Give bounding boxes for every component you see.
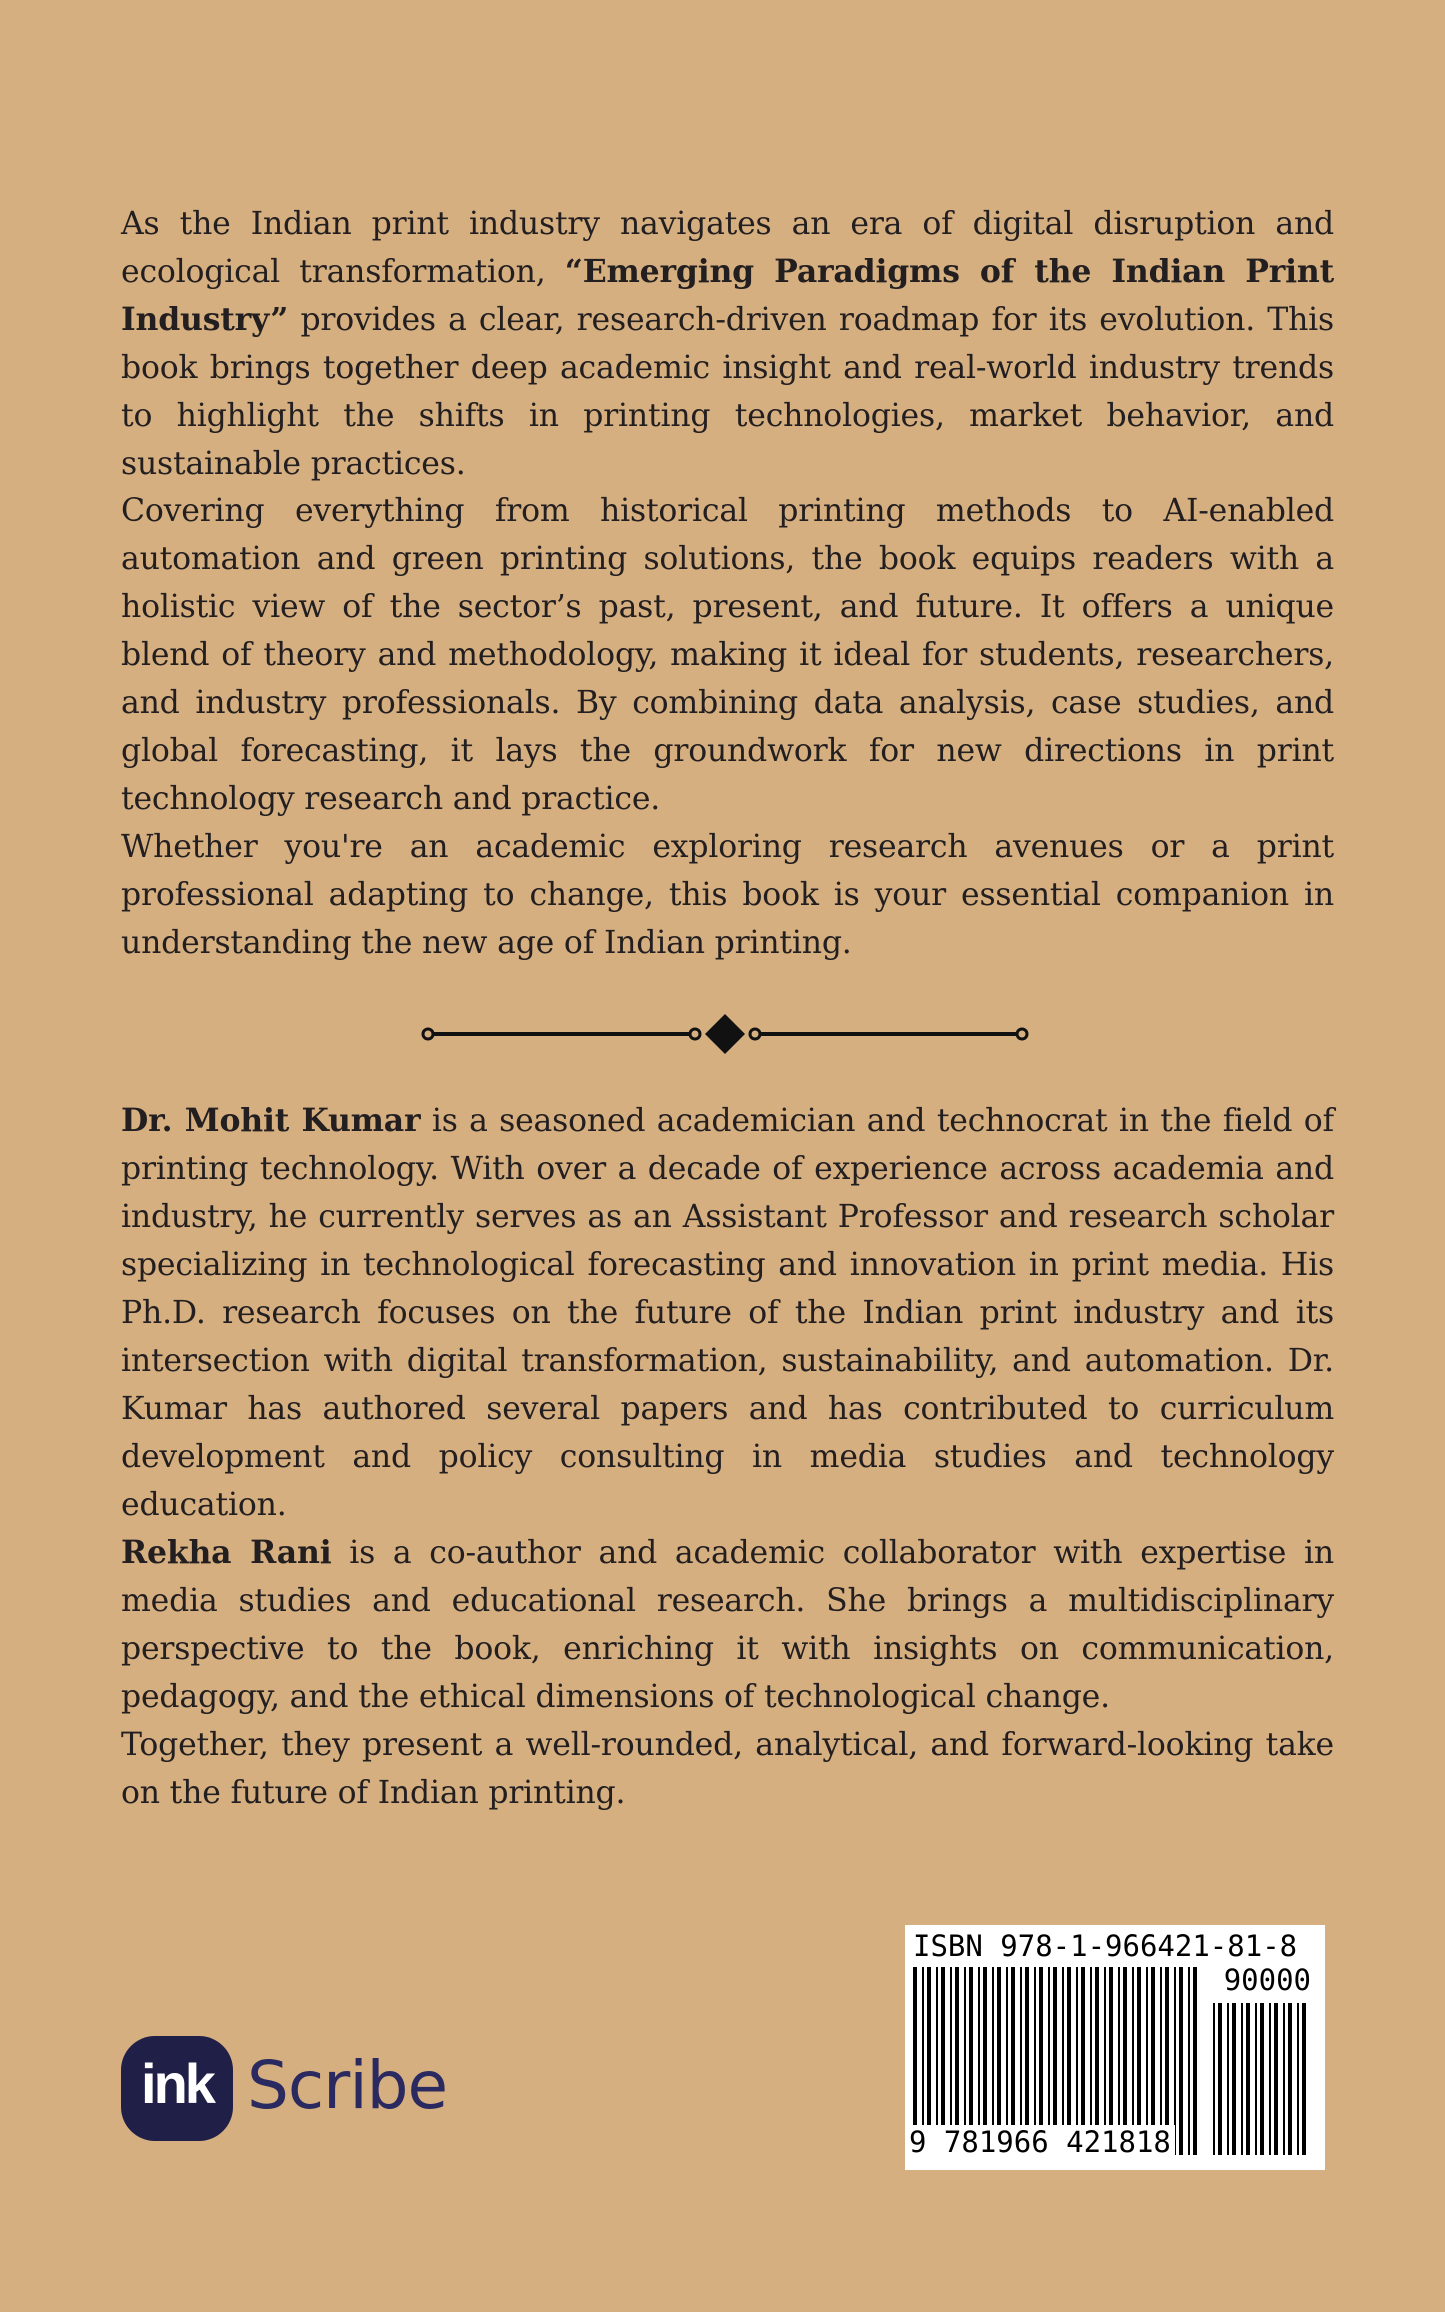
isbn-digits: 9 781966 421818 xyxy=(909,2125,1175,2159)
barcode-bar xyxy=(1283,2003,1285,2155)
blurb-p1-intro: As the Indian print industry navigates an era of digital disruption and ecological transformation, xyxy=(121,206,1334,290)
blurb-p3-text: Whether you're an academic exploring research avenues or a print professional adapting to change, this book is your essential companion in understanding the new age of Indian printing. xyxy=(121,829,1334,961)
barcode-bar xyxy=(1179,1967,1183,2155)
barcode-bar xyxy=(1188,1967,1190,2155)
authors-together xyxy=(121,1721,1334,1817)
barcode-bar xyxy=(1255,2003,1257,2155)
barcode-bar xyxy=(1297,2003,1299,2155)
isbn-barcode xyxy=(905,1925,1325,2170)
author-1-bio: is a seasoned academician and technocrat in the field of printing technology. With over a decade of experience across academia and industry, he currently serves as an Assistant Professor and research scholar specializing in technological forecasting and innovation in print media. His Ph.D. research focuses on the future of the Indian print industry and its intersection with digital transformation, sustainability, and automation. Dr. Kumar has authored several papers and has contributed to curriculum development and policy consulting in media studies and technology education. xyxy=(121,1103,1334,1523)
isbn-label: ISBN 978-1-966421-81-8 xyxy=(913,1929,1298,1963)
barcode-bar xyxy=(1227,2003,1229,2155)
author-bio-2 xyxy=(121,1529,1334,1721)
publisher-logo xyxy=(121,2036,461,2141)
author-2-name: Rekha Rani xyxy=(121,1534,332,1571)
blurb-paragraph-2 xyxy=(121,487,1334,823)
blurb-p2-text: Covering everything from historical printing methods to AI-enabled automation and green printing solutions, the book equips readers with a holistic view of the sector’s past, present, and future. It offers a unique blend of theory and methodology, making it ideal for students, researchers, and industry professionals. By combining data analysis, case studies, and global forecasting, it lays the groundwork for new directions in print technology research and practice. xyxy=(121,493,1334,817)
blurb-paragraph-3 xyxy=(121,823,1334,967)
author-2-bio: is a co-author and academic collaborator with expertise in media studies and educational research. She brings a multidisciplinary perspective to the book, enriching it with insights on communication, pedagogy, and the ethical dimensions of technological change. xyxy=(121,1535,1334,1715)
barcode-bar xyxy=(1213,2003,1215,2155)
book-title: “Emerging Paradigms of the Indian Print Industry” xyxy=(121,253,1334,338)
logo-badge-text: ink xyxy=(141,2052,213,2115)
barcode-bar xyxy=(1193,1967,1197,2155)
authors-together-text: Together, they present a well-rounded, analytical, and forward-looking take on the future of Indian printing. xyxy=(121,1727,1334,1811)
barcode-bar xyxy=(1274,2003,1278,2155)
barcode-bar xyxy=(1302,2003,1306,2155)
logo-wordmark: Scribe xyxy=(247,2047,448,2124)
logo-badge xyxy=(121,2036,233,2141)
blurb-p1-rest: provides a clear, research-driven roadmap for its evolution. This book brings together deep academic insight and real-world industry trends to highlight the shifts in printing technologies, market behavior, and sustainable practices. xyxy=(121,302,1334,482)
blurb-paragraph-1 xyxy=(121,200,1334,488)
author-bio-1 xyxy=(121,1097,1334,1529)
barcode-bar xyxy=(1269,2003,1271,2155)
barcode-bar xyxy=(1218,2003,1222,2155)
author-1-name: Dr. Mohit Kumar xyxy=(121,1102,421,1139)
price-code: 90000 xyxy=(1223,1963,1311,1997)
divider-ornament xyxy=(420,1010,1030,1058)
barcode-bar xyxy=(1260,2003,1264,2155)
barcode-bar xyxy=(1232,2003,1236,2155)
barcode-bar xyxy=(1288,2003,1292,2155)
barcode-bar xyxy=(1241,2003,1243,2155)
barcode-bar xyxy=(1246,2003,1250,2155)
